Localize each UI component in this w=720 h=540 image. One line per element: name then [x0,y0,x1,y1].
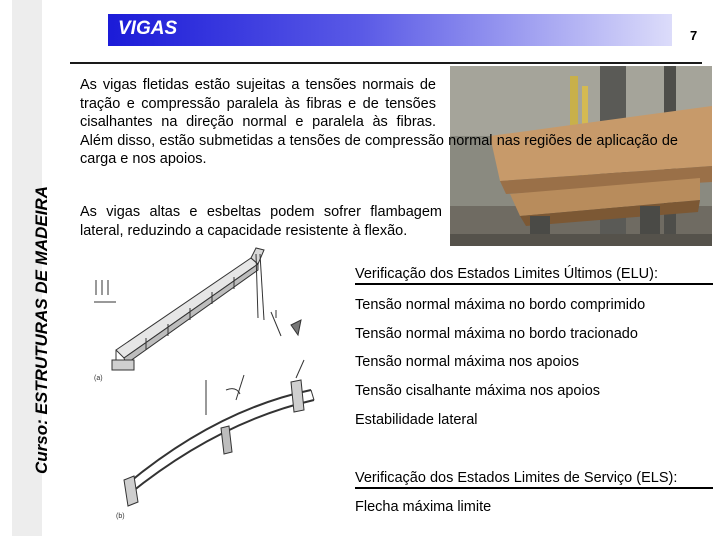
course-label [32,186,52,474]
lateral-buckling-figure [86,240,336,530]
lateral-buckling-paragraph: As vigas altas e esbeltas podem sofrer flambagem lateral, reduzindo a capacidade resistente à flexão. [80,204,442,239]
els-heading: Verificação dos Estados Limites de Serviço (ELS): [355,470,713,489]
intro-paragraph [80,76,678,188]
elu-item-lateral-stability: Estabilidade lateral [355,412,478,428]
page-number: 7 [690,28,698,43]
elu-item-supports-normal: Tensão normal máxima nos apoios [355,354,580,370]
elu-item-tensioned-edge: Tensão normal máxima no bordo tracionado [355,326,638,342]
figure-label-b: (b) [116,513,125,520]
course-prefix: Curso: [32,419,51,474]
page-title: VIGAS [118,18,178,39]
elu-heading: Verificação dos Estados Limites Últimos (ELU): [355,266,713,285]
title-divider [70,62,702,64]
title-bar [108,14,672,46]
intro-paragraph-text: As vigas fletidas estão sujeitas a tensões normais de tração e compressão paralela às fibras e de tensões cisalhantes na direção normal e paralela às fibras. Além disso, estão submetidas a tensões de compressão normal nas regiões de aplicação de carga e nos apoios. [80,77,678,167]
elu-item-compressed-edge: Tensão normal máxima no bordo comprimido [355,297,646,313]
course-name: ESTRUTURAS DE MADEIRA [32,185,51,415]
els-item-max-deflection: Flecha máxima limite [355,499,492,515]
elu-item-supports-shear: Tensão cisalhante máxima nos apoios [355,383,601,399]
figure-label-a: (a) [94,375,103,382]
